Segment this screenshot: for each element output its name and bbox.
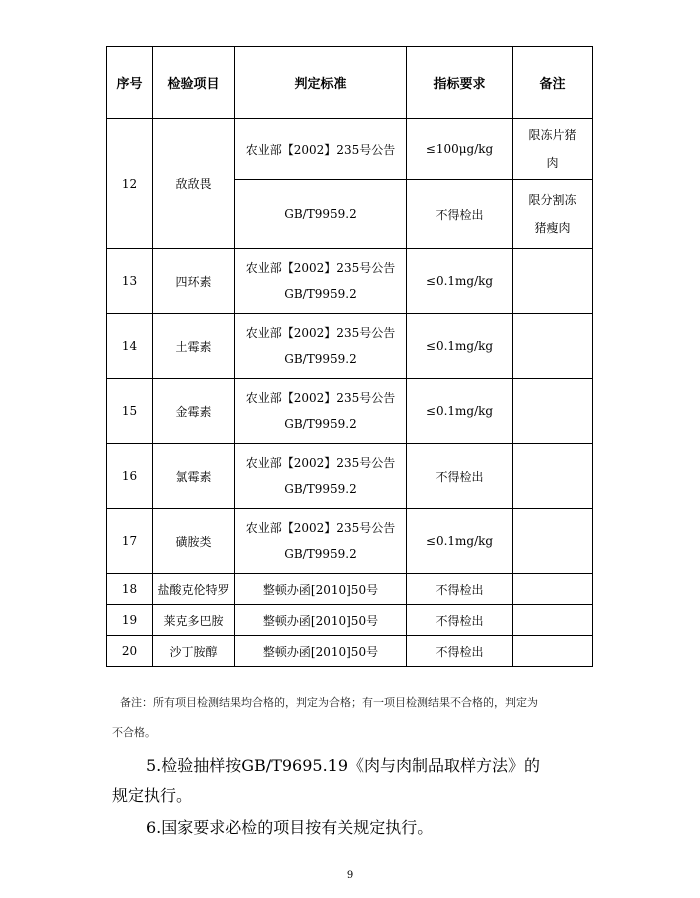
- row-remark: [513, 314, 593, 379]
- header-requirement: 指标要求: [407, 47, 513, 119]
- row-standard: 整顿办函[2010]50号: [235, 636, 407, 667]
- standard-line: 农业部【2002】235号公告: [245, 391, 396, 405]
- footnote-line: 不合格。: [112, 726, 156, 739]
- row-standard: GB/T9959.2: [235, 180, 407, 249]
- row-standard: [235, 249, 407, 314]
- standard-line: GB/T9959.2: [284, 547, 357, 561]
- page-number: 9: [346, 870, 354, 881]
- row-item: 盐酸克伦特罗: [153, 574, 235, 605]
- row-requirement: ≤0.1mg/kg: [407, 379, 513, 444]
- standard-line: GB/T9959.2: [284, 482, 357, 496]
- paragraph-5-line2: 规定执行。: [112, 786, 193, 805]
- row-item: 土霉素: [153, 314, 235, 379]
- standard-line: 农业部【2002】235号公告: [245, 261, 396, 275]
- row-standard: 农业部【2002】235号公告: [235, 119, 407, 180]
- inspection-table: [106, 46, 593, 667]
- row-no: 19: [107, 605, 153, 636]
- row-standard: [235, 379, 407, 444]
- row-standard: 整顿办函[2010]50号: [235, 605, 407, 636]
- row-remark: [513, 444, 593, 509]
- row-no: 17: [107, 509, 153, 574]
- remark-line: 限分割冻: [528, 193, 577, 207]
- row-requirement: 不得检出: [407, 180, 513, 249]
- header-item: 检验项目: [153, 47, 235, 119]
- row-remark: [513, 509, 593, 574]
- standard-line: 农业部【2002】235号公告: [245, 326, 396, 340]
- standard-line: 农业部【2002】235号公告: [245, 521, 396, 535]
- row-requirement: 不得检出: [407, 444, 513, 509]
- row-no: 13: [107, 249, 153, 314]
- table-row: [107, 444, 593, 509]
- row-remark: [513, 574, 593, 605]
- remark-line: 猪瘦肉: [534, 221, 571, 235]
- table-row: [107, 605, 593, 636]
- row-standard: [235, 509, 407, 574]
- row-standard: [235, 314, 407, 379]
- row-no: 12: [107, 119, 153, 249]
- row-item: 磺胺类: [153, 509, 235, 574]
- header-standard: 判定标准: [235, 47, 407, 119]
- table-row: [107, 509, 593, 574]
- row-remark: [513, 379, 593, 444]
- header-remark: 备注: [513, 47, 593, 119]
- row-item: 氯霉素: [153, 444, 235, 509]
- paragraph-6: 6.国家要求必检的项目按有关规定执行。: [146, 818, 434, 837]
- row-remark: [513, 636, 593, 667]
- table-row: [107, 314, 593, 379]
- row-no: 15: [107, 379, 153, 444]
- row-no: 18: [107, 574, 153, 605]
- table-row: [107, 379, 593, 444]
- row-no: 14: [107, 314, 153, 379]
- standard-line: 农业部【2002】235号公告: [245, 456, 396, 470]
- row-item: 四环素: [153, 249, 235, 314]
- table-header-row: [107, 47, 593, 119]
- row-remark: [513, 249, 593, 314]
- paragraph-5-line1: 5.检验抽样按GB/T9695.19《肉与肉制品取样方法》的: [146, 756, 541, 775]
- row-no: 16: [107, 444, 153, 509]
- table-row: [107, 119, 593, 180]
- footnote-line: 备注：所有项目检测结果均合格的，判定为合格；有一项目检测结果不合格的，判定为: [120, 696, 538, 709]
- table-row: [107, 636, 593, 667]
- remark-line: 肉: [546, 156, 559, 170]
- standard-line: GB/T9959.2: [284, 417, 357, 431]
- row-standard: [235, 444, 407, 509]
- row-no: 20: [107, 636, 153, 667]
- row-requirement: 不得检出: [407, 636, 513, 667]
- table-row: [107, 574, 593, 605]
- row-remark: [513, 180, 593, 249]
- row-requirement: ≤0.1mg/kg: [407, 314, 513, 379]
- row-item: 敌敌畏: [153, 119, 235, 249]
- row-remark: [513, 605, 593, 636]
- row-item: 莱克多巴胺: [153, 605, 235, 636]
- row-requirement: 不得检出: [407, 605, 513, 636]
- standard-line: GB/T9959.2: [284, 287, 357, 301]
- table-footnote: [112, 688, 604, 748]
- row-item: 沙丁胺醇: [153, 636, 235, 667]
- row-requirement: 不得检出: [407, 574, 513, 605]
- remark-line: 限冻片猪: [528, 128, 577, 142]
- standard-line: GB/T9959.2: [284, 352, 357, 366]
- row-item: 金霉素: [153, 379, 235, 444]
- row-standard: 整顿办函[2010]50号: [235, 574, 407, 605]
- row-requirement: ≤0.1mg/kg: [407, 249, 513, 314]
- table-row: [107, 249, 593, 314]
- row-requirement: ≤0.1mg/kg: [407, 509, 513, 574]
- header-no: 序号: [107, 47, 153, 119]
- row-requirement: ≤100μg/kg: [407, 119, 513, 180]
- row-remark: [513, 119, 593, 180]
